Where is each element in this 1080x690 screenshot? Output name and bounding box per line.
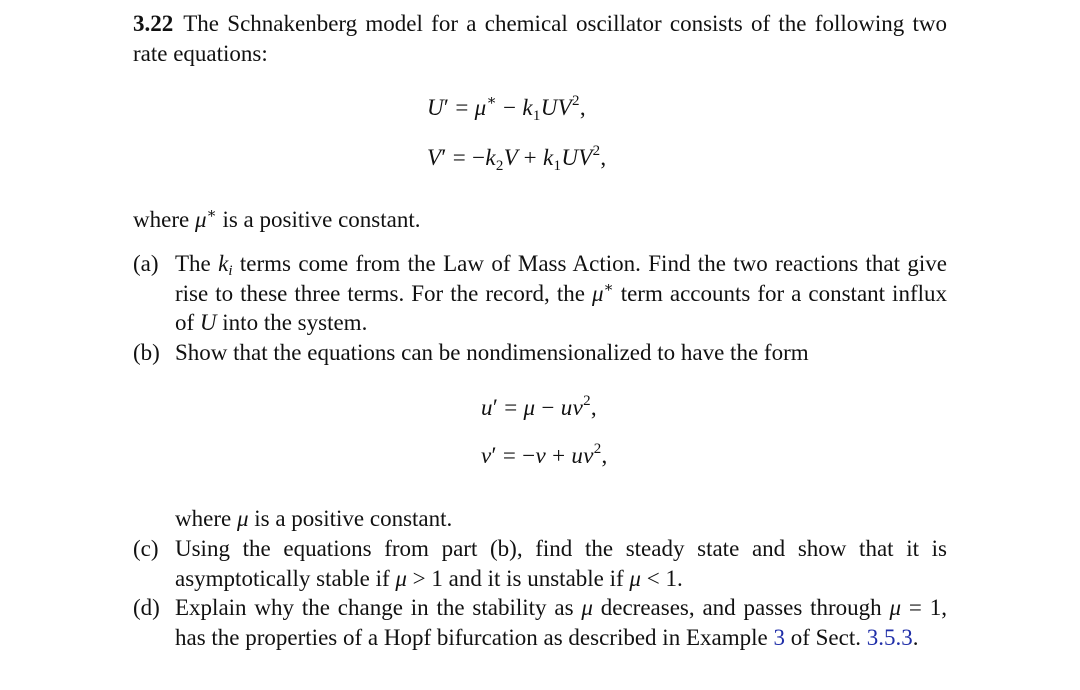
- part-b-label: (b): [133, 340, 160, 365]
- problem-intro-text: The Schnakenberg model for a chemical oscillator consists of the following two rate equations:: [133, 11, 947, 66]
- part-c-label: (c): [133, 536, 159, 561]
- part-a-text: The $k_i$ terms come from the Law of Mass Action. Find the two reactions that give rise to these three terms. For the record, the μ∗ term accounts for a constant influx of U into the system.: [175, 251, 948, 335]
- problem-number: 3.22: [133, 11, 174, 36]
- equation-u-lower: [481, 395, 597, 421]
- equation-u-prime-text: $U' = \mu^∗ - k_1UV^2$,: [427, 93, 586, 124]
- equation-v-prime-text: $V' = -k_2V + k_1UV^2$,: [427, 143, 607, 174]
- part-a: [133, 249, 947, 338]
- part-d-text: Explain why the change in the stability as μ decreases, and passes through μ = 1, has the properties of a Hopf bifurcation as described in Example 3 of Sect. 3.5.3.: [175, 595, 947, 650]
- problem-intro: [133, 9, 947, 68]
- part-d-label: (d): [133, 595, 160, 620]
- equation-v-lower-text: $v' = -v + uv^2$,: [481, 441, 608, 468]
- part-c-text: Using the equations from part (b), find the steady state and show that it is asymptotically stable if μ > 1 and it is unstable if μ < 1.: [175, 536, 947, 591]
- equation-u-prime: [427, 93, 586, 124]
- equation-u-lower-text: $u' = \mu - uv^2$,: [481, 393, 597, 420]
- part-c: [133, 534, 947, 593]
- equation-v-lower: [481, 443, 608, 469]
- part-d: [133, 593, 947, 652]
- section-link[interactable]: 3.5.3: [866, 624, 913, 650]
- part-b: [133, 338, 947, 368]
- where-mu: where μ is a positive constant.: [175, 506, 453, 531]
- part-a-label: (a): [133, 251, 159, 276]
- equation-v-prime: [427, 143, 607, 174]
- where-mu-star: where μ∗ is a positive constant.: [133, 206, 421, 232]
- example-link[interactable]: 3: [773, 624, 785, 650]
- part-b-text: Show that the equations can be nondimensionalized to have the form: [175, 340, 809, 365]
